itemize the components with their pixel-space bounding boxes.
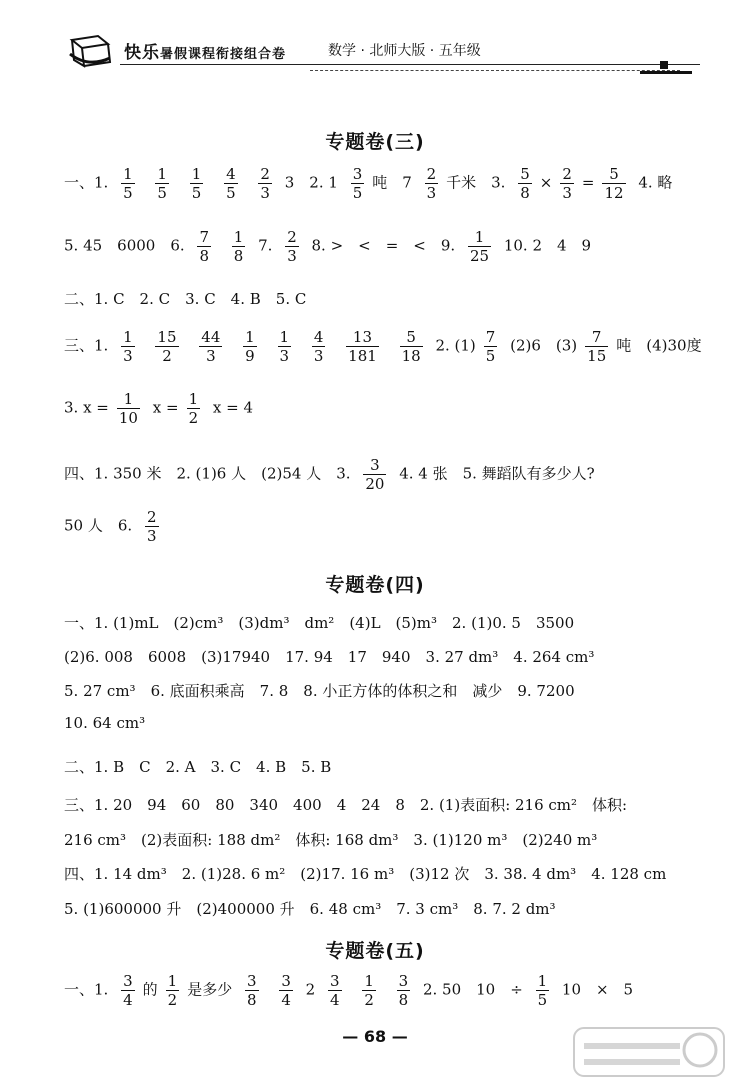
fraction: $\frac{3}{4}$: [123, 972, 133, 1009]
fraction: $\frac{7}{8}$: [199, 228, 209, 265]
fraction: $\frac{1}{10}$: [118, 390, 138, 427]
fraction: $\frac{3}{20}$: [365, 456, 385, 493]
answer-text: 4. 略: [638, 173, 673, 192]
fraction: $\frac{3}{8}$: [398, 972, 409, 1009]
fraction: $\frac{2}{3}$: [146, 508, 157, 545]
fraction: $\frac{7}{5}$: [485, 328, 496, 365]
answer-text: 千米 3.: [446, 173, 506, 192]
fraction: $\frac{2}{3}$: [287, 228, 297, 265]
fraction: $\frac{3}{4}$: [329, 972, 340, 1009]
fraction: $\frac{5}{18}$: [401, 328, 421, 365]
fraction: $\frac{1}{9}$: [245, 328, 255, 365]
answer-text: 5. 45 6000 6.: [64, 236, 185, 255]
header-rule: [120, 64, 700, 65]
answer-text: (2)6 (3): [510, 336, 578, 355]
fraction: $\frac{1}{5}$: [191, 165, 202, 202]
watermark-logo-icon: [570, 1022, 730, 1082]
answer-text: 吨 7: [372, 173, 412, 192]
operator: =: [581, 173, 595, 192]
fraction: $\frac{5}{8}$: [520, 165, 530, 202]
operator: ×: [539, 173, 553, 192]
page-number: — 68 —: [342, 1027, 408, 1046]
fraction: $\frac{2}{3}$: [260, 165, 270, 202]
fraction: $\frac{1}{5}$: [123, 165, 133, 202]
item-label: 三、1.: [64, 336, 109, 355]
s4-line-7: 216 cm³ (2)表面积: 188 dm² 体积: 168 dm³ 3. (1)120 m³ (2)240 m³: [64, 831, 598, 849]
answer-text: 吨 (4)30度: [616, 336, 702, 355]
section-title-4: 专题卷(四): [325, 574, 425, 596]
answer-text: x = 4: [212, 398, 253, 417]
fraction: $\frac{1}{5}$: [537, 972, 548, 1009]
answer-text: 3 2. 1: [284, 173, 338, 192]
s3-row-4: [64, 328, 702, 365]
fraction: $\frac{5}{12}$: [604, 165, 624, 202]
header-thick-rule: [640, 71, 692, 74]
s4-line-3: 5. 27 cm³ 6. 底面积乘高 7. 8 8. 小正方体的体积之和 减少 9. 7200: [64, 682, 575, 700]
fraction: $\frac{1}{3}$: [279, 328, 290, 365]
s4-line-9: 5. (1)600000 升 (2)400000 升 6. 48 cm³ 7. 3 cm³ 8. 7. 2 dm³: [64, 900, 556, 918]
s3-row-5: [64, 390, 253, 427]
fraction: $\frac{1}{8}$: [233, 228, 244, 265]
item-label: 一、1.: [64, 980, 109, 999]
answer-text: 2: [305, 980, 316, 999]
fraction: $\frac{1}{2}$: [188, 390, 199, 427]
fraction: $\frac{1}{2}$: [167, 972, 178, 1009]
s4-line-6: 三、1. 20 94 60 80 340 400 4 24 8 2. (1)表面积: 216 cm² 体积:: [64, 796, 628, 814]
brand-title: [124, 38, 286, 63]
answer-text: 四、1. 350 米 2. (1)6 人 (2)54 人 3.: [64, 464, 351, 483]
s5-row-1: [64, 972, 633, 1009]
series-name: 暑假课程衔接组合卷: [160, 47, 287, 62]
brand-name: 快乐: [124, 43, 160, 63]
fraction: $\frac{1}{5}$: [157, 165, 167, 202]
answer-text: 3. x =: [64, 398, 109, 417]
fraction: $\frac{3}{4}$: [281, 972, 291, 1009]
item-label: 一、1.: [64, 173, 109, 192]
fraction: $\frac{7}{15}$: [587, 328, 607, 365]
answer-text: 7.: [258, 236, 273, 255]
book-logo-icon: [68, 34, 112, 68]
edition-label: 数学 · 北师大版 · 五年级: [328, 43, 481, 59]
s3-row-7: [64, 508, 167, 545]
fraction: $\frac{3}{8}$: [247, 972, 257, 1009]
s3-row-2: [64, 228, 591, 265]
answer-text: 2. 50 10 ÷: [422, 980, 523, 999]
s3-row-1: [64, 165, 672, 202]
fraction: $\frac{4}{5}$: [226, 165, 236, 202]
section-title-3: 专题卷(三): [325, 131, 425, 153]
answer-text: 2. (1): [435, 336, 476, 355]
answer-text: 8. > < = < 9.: [311, 236, 456, 255]
answer-text: 10 × 5: [561, 980, 634, 999]
fraction: $\frac{3}{5}$: [352, 165, 363, 202]
answer-text: x =: [152, 398, 179, 417]
answer-text: 4. 4 张 5. 舞蹈队有多少人?: [399, 464, 595, 483]
section-title-5: 专题卷(五): [325, 940, 425, 962]
fraction: $\frac{4}{3}$: [313, 328, 324, 365]
fraction: $\frac{2}{3}$: [426, 165, 437, 202]
s3-row-3: 二、1. C 2. C 3. C 4. B 5. C: [64, 290, 307, 308]
fraction: $\frac{2}{3}$: [562, 165, 572, 202]
answer-text: 的: [142, 980, 158, 999]
fraction: $\frac{13}{181}$: [348, 328, 377, 365]
s4-line-8: 四、1. 14 dm³ 2. (1)28. 6 m² (2)17. 16 m³ (3)12 次 3. 38. 4 dm³ 4. 128 cm: [64, 865, 667, 883]
s4-line-4: 10. 64 cm³: [64, 714, 146, 732]
fraction: $\frac{44}{3}$: [201, 328, 221, 365]
s4-line-1: 一、1. (1)mL (2)cm³ (3)dm³ dm² (4)L (5)m³ 2. (1)0. 5 3500: [64, 614, 575, 632]
answer-text: 是多少: [187, 980, 233, 999]
fraction: $\frac{15}{2}$: [157, 328, 177, 365]
s4-line-2: (2)6. 008 6008 (3)17940 17. 94 17 940 3. 27 dm³ 4. 264 cm³: [64, 648, 595, 666]
fraction: $\frac{1}{2}$: [364, 972, 374, 1009]
header-square-mark: [660, 61, 668, 69]
fraction: $\frac{1}{3}$: [123, 328, 133, 365]
answer-text: 10. 2 4 9: [503, 236, 592, 255]
s4-line-5: 二、1. B C 2. A 3. C 4. B 5. B: [64, 758, 332, 776]
answer-text: 50 人 6.: [64, 516, 133, 535]
header-dashed-rule: [310, 70, 680, 71]
s3-row-6: [64, 456, 595, 493]
fraction: $\frac{1}{25}$: [469, 228, 490, 265]
page-header: [60, 30, 700, 80]
